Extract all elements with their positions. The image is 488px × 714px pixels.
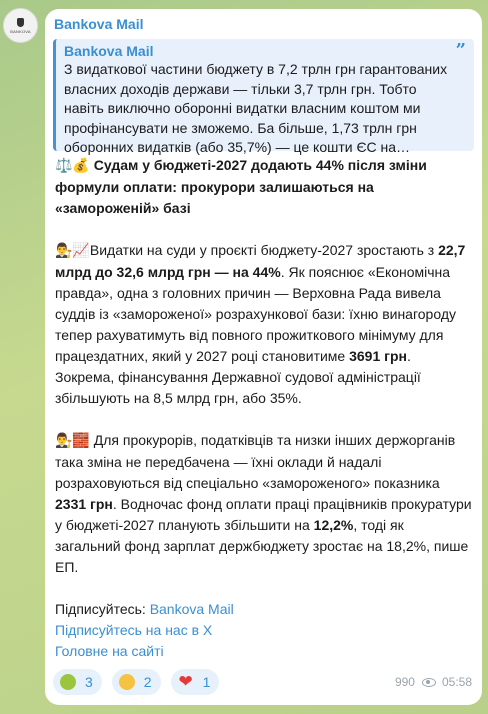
sender-name[interactable]: Bankova Mail bbox=[54, 16, 144, 32]
message-bubble bbox=[45, 9, 482, 705]
thinking-face-icon bbox=[119, 674, 135, 690]
links-block bbox=[55, 599, 472, 662]
text-fragment: . Водночас фонд оплати праці працівників прокуратури у бюджеті-2027 планують збільшити на bbox=[55, 496, 472, 533]
reaction-nauseated[interactable] bbox=[53, 669, 102, 695]
reaction-thinking[interactable] bbox=[112, 669, 161, 695]
bold-fragment: 22,7 млрд до 32,6 млрд грн — на 44% bbox=[55, 242, 466, 280]
subscribe-line bbox=[55, 599, 472, 620]
paragraph-courts bbox=[55, 240, 472, 409]
site-link[interactable]: Головне на сайті bbox=[55, 643, 164, 659]
logo-icon bbox=[17, 18, 24, 27]
reaction-count: 1 bbox=[202, 674, 211, 690]
quote-text: З видаткової частини бюджету в 7,2 трлн грн гарантованих власних доходів держави — тільки 3,7 трлн грн. Тобто навіть виключно оборонні видатки власним коштом ми профінансувати не зможемо. Ба більше, 1,73 трлн грн оборонних видатків (або 35,7%) — це кошти ЄС на… bbox=[64, 61, 448, 155]
headline: Судам у бюджеті-2027 додають 44% після зміни формули оплати: прокурори залишаються на «замороженій» базі bbox=[55, 157, 427, 216]
quote-icon: ” bbox=[455, 40, 466, 61]
text-fragment: . Як пояснює «Економічна правда», одна з головних причин — Верховна Рада вивела суддів із «замороженої» розрахункової бази: їхню винагороду тепер рахуватимуть від повного прожиткового мінімуму для працездатних, який у 2027 році становитиме bbox=[55, 264, 456, 364]
judge-chart-icon: 👨‍⚖️📈 bbox=[55, 243, 90, 259]
message-meta bbox=[395, 675, 472, 689]
text-fragment: , тоді як загальний фонд зарплат держбюджету зростає на 18,2%, пише ЕП. bbox=[55, 517, 469, 575]
text-fragment: Видатки на суди у проєкті бюджету-2027 зростають з bbox=[89, 242, 439, 258]
reaction-heart[interactable] bbox=[171, 669, 220, 695]
reaction-count: 2 bbox=[143, 674, 152, 690]
red-heart-icon: ❤ bbox=[178, 672, 193, 691]
avatar-text: BANKOVA bbox=[10, 28, 31, 34]
eye-icon bbox=[422, 678, 436, 687]
channel-avatar[interactable] bbox=[3, 8, 38, 43]
reaction-count: 3 bbox=[85, 674, 93, 690]
message-time: 05:58 bbox=[441, 675, 472, 689]
site-line bbox=[55, 641, 472, 662]
text-fragment: Для прокурорів, податківців та низки інших держорганів така зміна не передбачена — їхні оклади й надалі розраховуються від спеціально «замороженого» показника bbox=[55, 432, 456, 491]
paragraph-prosecutors bbox=[55, 430, 472, 578]
x-line bbox=[55, 620, 472, 641]
text-fragment: . Зокрема, фінансування Державної судової адміністрації збільшують на 8,5 млрд грн, або 35%. bbox=[55, 348, 421, 406]
quote-sender: Bankova Mail bbox=[64, 43, 154, 59]
nauseated-face-icon bbox=[60, 674, 76, 690]
x-link[interactable]: Підписуйтесь на нас в Х bbox=[55, 622, 213, 638]
judge-bricks-icon: 👨‍⚖️🧱 bbox=[55, 433, 90, 449]
message-footer bbox=[53, 669, 472, 695]
message-text bbox=[55, 155, 472, 662]
views-count: 990 bbox=[394, 675, 415, 689]
bold-fragment: 12,2% bbox=[313, 517, 354, 533]
headline-paragraph bbox=[55, 155, 472, 219]
bold-fragment: 2331 грн bbox=[55, 496, 113, 512]
bold-fragment: 3691 грн bbox=[349, 348, 407, 364]
scales-money-icon: ⚖️💰 bbox=[55, 158, 90, 174]
subscribe-link[interactable]: Bankova Mail bbox=[149, 601, 234, 617]
reply-quote[interactable] bbox=[53, 39, 474, 155]
subscribe-label: Підписуйтесь: bbox=[55, 601, 150, 617]
